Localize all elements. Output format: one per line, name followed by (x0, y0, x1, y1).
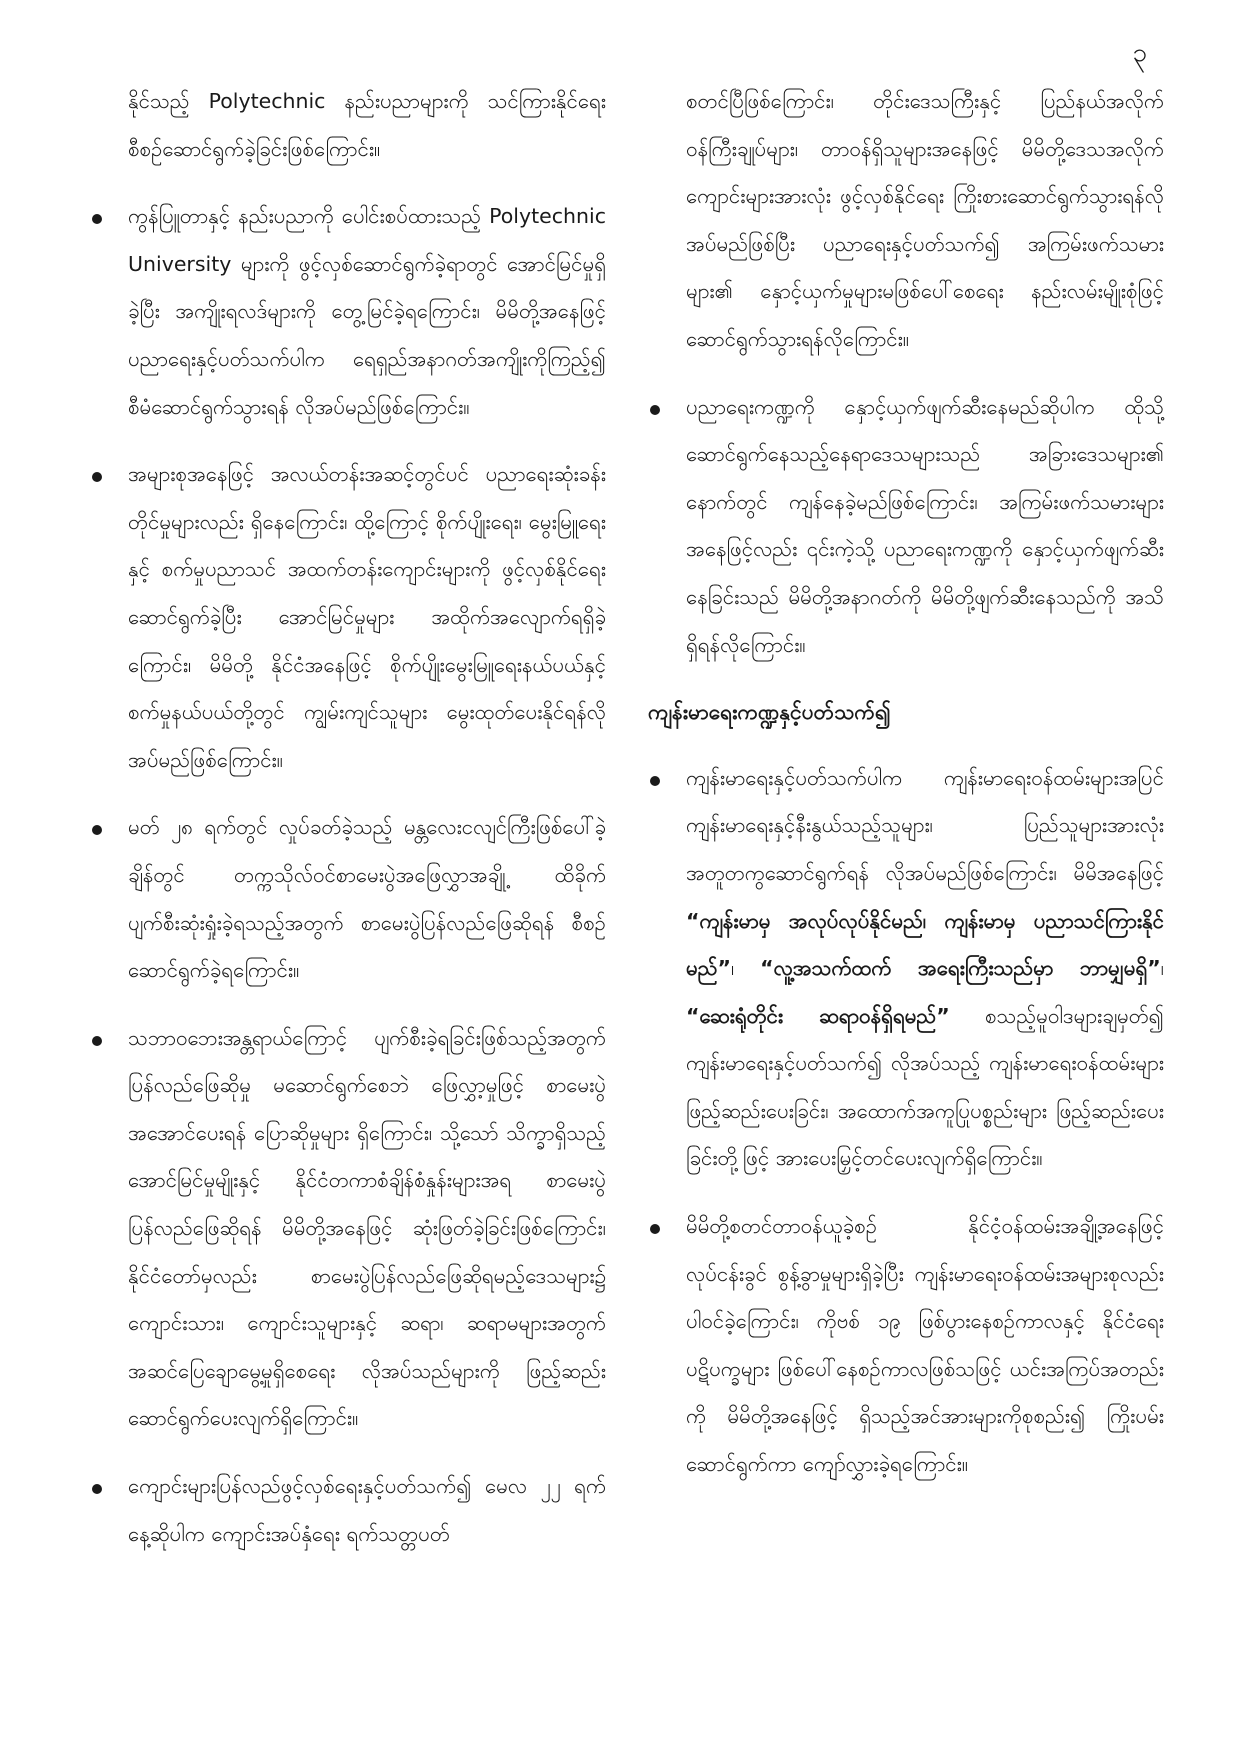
list-item (128, 451, 606, 784)
list-item-text: ပညာရေးကဏ္ဍကို နှောင့်ယှက်ဖျက်ဆီးနေမည်ဆိုပါက ထိုသို့ဆောင်ရွက်နေသည့်နေရာဒေသများသည် အခြားဒေသများ၏ နောက်တွင် ကျန်နေခဲ့မည်ဖြစ်ကြောင်း၊ အကြမ်းဖက်သမားများအနေဖြင့်လည်း ၎င်းကဲ့သို့ ပညာရေးကဏ္ဍကို နှောင့်ယှက်ဖျက်ဆီးနေခြင်းသည် မိမိတို့အနာဂတ်ကို မိမိတို့ဖျက်ဆီးနေသည်ကို အသိရှိရန်လိုကြောင်း။ (686, 394, 1164, 657)
list-item-text: ကွန်ပြူတာနှင့် နည်းပညာကို ပေါင်းစပ်ထားသည့် Polytechnic University များကို ဖွင့်လှစ်ဆောင်ရွက်ခဲ့ရာတွင် အောင်မြင်မှုရှိခဲ့ပြီး အကျိုးရလဒ်များကို တွေ့မြင်ခဲ့ရကြောင်း၊ မိမိတို့အနေဖြင့် ပညာရေးနှင့်ပတ်သက်ပါက ရေရှည်အနာဂတ်အကျိုးကိုကြည့်၍ စီမံဆောင်ရွက်သွားရန် လိုအပ်မည်ဖြစ်ကြောင်း။ (128, 204, 606, 419)
right-intro-paragraph: စတင်ပြီဖြစ်ကြောင်း၊ တိုင်းဒေသကြီးနှင့် ပြည်နယ်အလိုက် ဝန်ကြီးချုပ်များ၊ တာဝန်ရှိသူများအနေဖြင့် မိမိတို့ဒေသအလိုက် ကျောင်းများအားလုံး ဖွင့်လှစ်နိုင်ရေး ကြိုးစားဆောင်ရွက်သွားရန်လိုအပ်မည်ဖြစ်ပြီး ပညာရေးနှင့်ပတ်သက်၍ အကြမ်းဖက်သမားများ၏ နှောင့်ယှက်မှုများမဖြစ်ပေါ်စေရေး နည်းလမ်းမျိုးစုံဖြင့် ဆောင်ရွက်သွားရန်လိုကြောင်း။ (686, 89, 1164, 351)
list-item-text: ကျောင်းများပြန်လည်ဖွင့်လှစ်ရေးနှင့်ပတ်သက်၍ မေလ ၂၂ ရက်နေ့ဆိုပါက ကျောင်းအပ်နှံရေး ရက်သတ္တပတ် (128, 1474, 606, 1546)
list-item-text: မိမိတို့စတင်တာဝန်ယူခဲ့စဉ် နိုင်ငံ့ဝန်ထမ်းအချို့အနေဖြင့် လုပ်ငန်းခွင် စွန့်ခွာမှုများရှိခဲ့ပြီး ကျန်းမာရေးဝန်ထမ်းအများစုလည်း ပါဝင်ခဲ့ကြောင်း၊ ကိုဗစ် ၁၉ ဖြစ်ပွားနေစဉ်ကာလနှင့် နိုင်ငံရေးပဋိပက္ခများ ဖြစ်ပေါ်နေစဉ်ကာလဖြစ်သဖြင့် ယင်းအကြပ်အတည်းကို မိမိတို့အနေဖြင့် ရှိသည့်အင်အားများကိုစုစည်း၍ ကြိုးပမ်းဆောင်ရွက်ကာ ကျော်လွှားခဲ့ရကြောင်း။ (686, 1214, 1164, 1477)
list-item (128, 804, 606, 994)
bullet-icon (650, 776, 660, 786)
list-item (686, 755, 1164, 1183)
list-item-text-part: ကျန်းမာရေးနှင့်ပတ်သက်ပါက ကျန်းမာရေးဝန်ထမ်းများအပြင် ကျန်းမာရေးနှင့်နီးနွယ်သည့်သူများ၊ ပြည်သူများအားလုံး အတူတကွဆောင်ရွက်ရန် လိုအပ်မည်ဖြစ်ကြောင်း၊ မိမိအနေဖြင့် (686, 765, 1164, 885)
list-item (686, 384, 1164, 670)
policy-quote: “ဆေးရုံတိုင်း ဆရာဝန်ရှိရမည်” (686, 1003, 950, 1028)
bullet-icon (650, 405, 660, 415)
page-number: ၃ (1132, 38, 1147, 68)
list-item-text: အများစုအနေဖြင့် အလယ်တန်းအဆင့်တွင်ပင် ပညာရေးဆုံးခန်းတိုင်မှုများလည်း ရှိနေကြောင်း၊ ထို့ကြောင့် စိုက်ပျိုးရေး၊ မွေးမြူရေးနှင့် စက်မှုပညာသင် အထက်တန်းကျောင်းများကို ဖွင့်လှစ်နိုင်ရေး ဆောင်ရွက်ခဲ့ပြီး အောင်မြင်မှုများ အထိုက်အလျောက်ရရှိခဲ့ကြောင်း၊ မိမိတို့ နိုင်ငံအနေဖြင့် စိုက်ပျိုးမွေးမြူရေးနယ်ပယ်နှင့် စက်မှုနယ်ပယ်တို့တွင် ကျွမ်းကျင်သူများ မွေးထုတ်ပေးနိုင်ရန်လိုအပ်မည်ဖြစ်ကြောင်း။ (128, 462, 606, 772)
section-heading: ကျန်းမာရေးကဏ္ဍနှင့်ပတ်သက်၍ (648, 700, 891, 725)
policy-quote: “လူ့အသက်ထက် အရေးကြီးသည်မှာ ဘာမျှမရှိ” (760, 956, 1161, 981)
list-item (128, 1015, 606, 1443)
list-item-text: သဘာဝဘေးအန္တရာယ်ကြောင့် ပျက်စီးခဲ့ရခြင်းဖြစ်သည့်အတွက် ပြန်လည်ဖြေဆိုမှု မဆောင်ရွက်စေဘဲ ဖြေလွှာ့မှုဖြင့် စာမေးပွဲအအောင်ပေးရန် ပြောဆိုမှုများ ရှိကြောင်း၊ သို့သော် သိက္ခာရှိသည့် အောင်မြင်မှုမျိုးနှင့် နိုင်ငံတကာစံချိန်စံနှုန်းများအရ စာမေးပွဲပြန်လည်ဖြေဆိုရန် မိမိတို့အနေဖြင့် ဆုံးဖြတ်ခဲ့ခြင်းဖြစ်ကြောင်း၊ နိုင်ငံတော်မှလည်း စာမေးပွဲပြန်လည်ဖြေဆိုရမည့်ဒေသများ၌ ကျောင်းသား၊ ကျောင်းသူများနှင့် ဆရာ၊ ဆရာမများအတွက် အဆင်ပြေချောမွေ့မှုရှိစေရေး လိုအပ်သည်များကို ဖြည့်ဆည်းဆောင်ရွက်ပေးလျက်ရှိကြောင်း။ (128, 1025, 606, 1431)
list-item-text: မတ် ၂၈ ရက်တွင် လှုပ်ခတ်ခဲ့သည့် မန္တလေးငလျင်ကြီးဖြစ်ပေါ်ခဲ့ချိန်တွင် တက္ကသိုလ်ဝင်စာမေးပွဲအဖြေလွှာအချို့ ထိခိုက်ပျက်စီးဆုံးရှုံးခဲ့ရသည့်အတွက် စာမေးပွဲပြန်လည်ဖြေဆိုရန် စီစဉ်ဆောင်ရွက်ခဲ့ရကြောင်း။ (128, 815, 606, 983)
bullet-icon (92, 214, 102, 224)
list-item (128, 1463, 606, 1558)
list-item (686, 1203, 1164, 1489)
bullet-icon (92, 1036, 102, 1046)
bullet-icon (92, 825, 102, 835)
list-item-text-part: စသည့်မူဝါဒများချမှတ်၍ ကျန်းမာရေးနှင့်ပတ်သက်၍ လိုအပ်သည့် ကျန်းမာရေးဝန်ထမ်းများ ဖြည့်ဆည်းပေးခြင်း၊ အထောက်အကူပြုပစ္စည်းများ ဖြည့်ဆည်းပေးခြင်းတို့ဖြင့် အားပေးမြှင့်တင်ပေးလျက်ရှိကြောင်း။ (686, 1003, 1164, 1171)
quote-separator: ၊ (1160, 956, 1164, 981)
list-item (128, 193, 606, 431)
bullet-icon (92, 1484, 102, 1494)
left-intro-paragraph: နိုင်သည့် Polytechnic နည်းပညာများကို သင်ကြားနိုင်ရေး စီစဉ်ဆောင်ရွက်ခဲ့ခြင်းဖြစ်ကြောင်း။ (128, 89, 606, 161)
bullet-icon (650, 1224, 660, 1234)
left-column (128, 78, 606, 1578)
bullet-icon (92, 472, 102, 482)
right-column (648, 78, 1164, 1509)
quote-separator: ၊ (731, 956, 761, 981)
policy-quote: “ကျန်းမာမှ အလုပ်လုပ်နိုင်မည်၊ ကျန်းမာမှ ပညာသင်ကြားနိုင်မည်” (686, 908, 1164, 981)
